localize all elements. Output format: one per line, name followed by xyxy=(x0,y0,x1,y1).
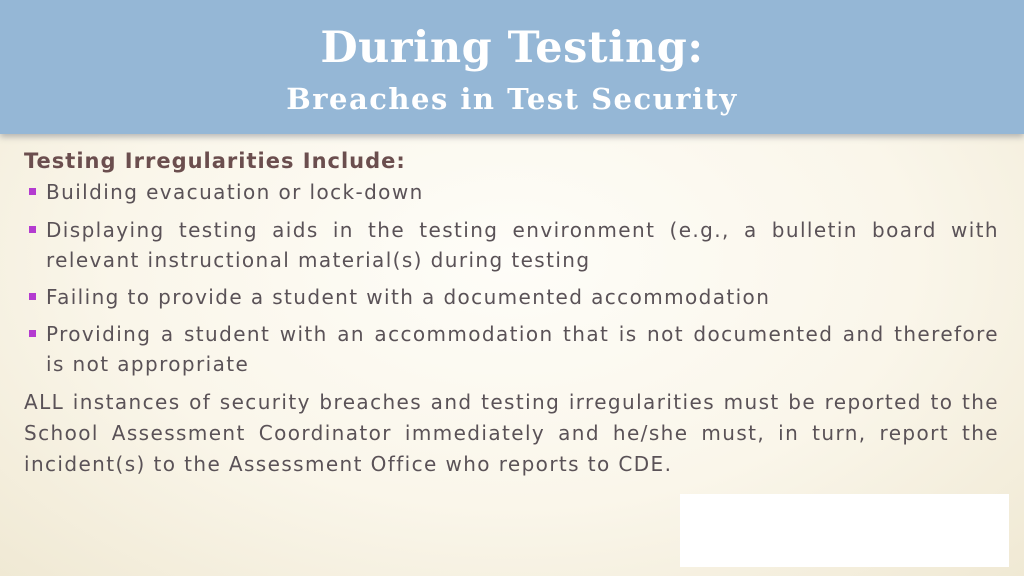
slide-body xyxy=(24,145,999,480)
square-bullet-icon xyxy=(29,226,36,233)
section-heading: Testing Irregularities Include: xyxy=(24,149,406,173)
square-bullet-icon xyxy=(29,293,36,300)
bullet-list xyxy=(24,177,999,379)
list-item-text: Building evacuation or lock-down xyxy=(46,180,424,204)
slide-header xyxy=(0,0,1024,134)
square-bullet-icon xyxy=(29,330,36,337)
list-item xyxy=(24,177,999,207)
blank-overlay-box xyxy=(680,494,1009,567)
list-item-text: Displaying testing aids in the testing environment (e.g., a bulletin board with relevant instructional material(s) during testing xyxy=(46,218,999,272)
list-item xyxy=(24,215,999,275)
list-item-text: Providing a student with an accommodation that is not documented and therefore is not appropriate xyxy=(46,322,999,376)
closing-paragraph: ALL instances of security breaches and testing irregularities must be reported to the School Assessment Coordinator immediately and he/she must, in turn, report the incident(s) to the Assessment Office who reports to CDE. xyxy=(24,390,999,476)
slide-title: During Testing: xyxy=(320,23,704,73)
square-bullet-icon xyxy=(29,188,36,195)
list-item xyxy=(24,319,999,379)
list-item xyxy=(24,282,999,312)
slide-subtitle: Breaches in Test Security xyxy=(286,82,738,116)
list-item-text: Failing to provide a student with a documented accommodation xyxy=(46,285,771,309)
